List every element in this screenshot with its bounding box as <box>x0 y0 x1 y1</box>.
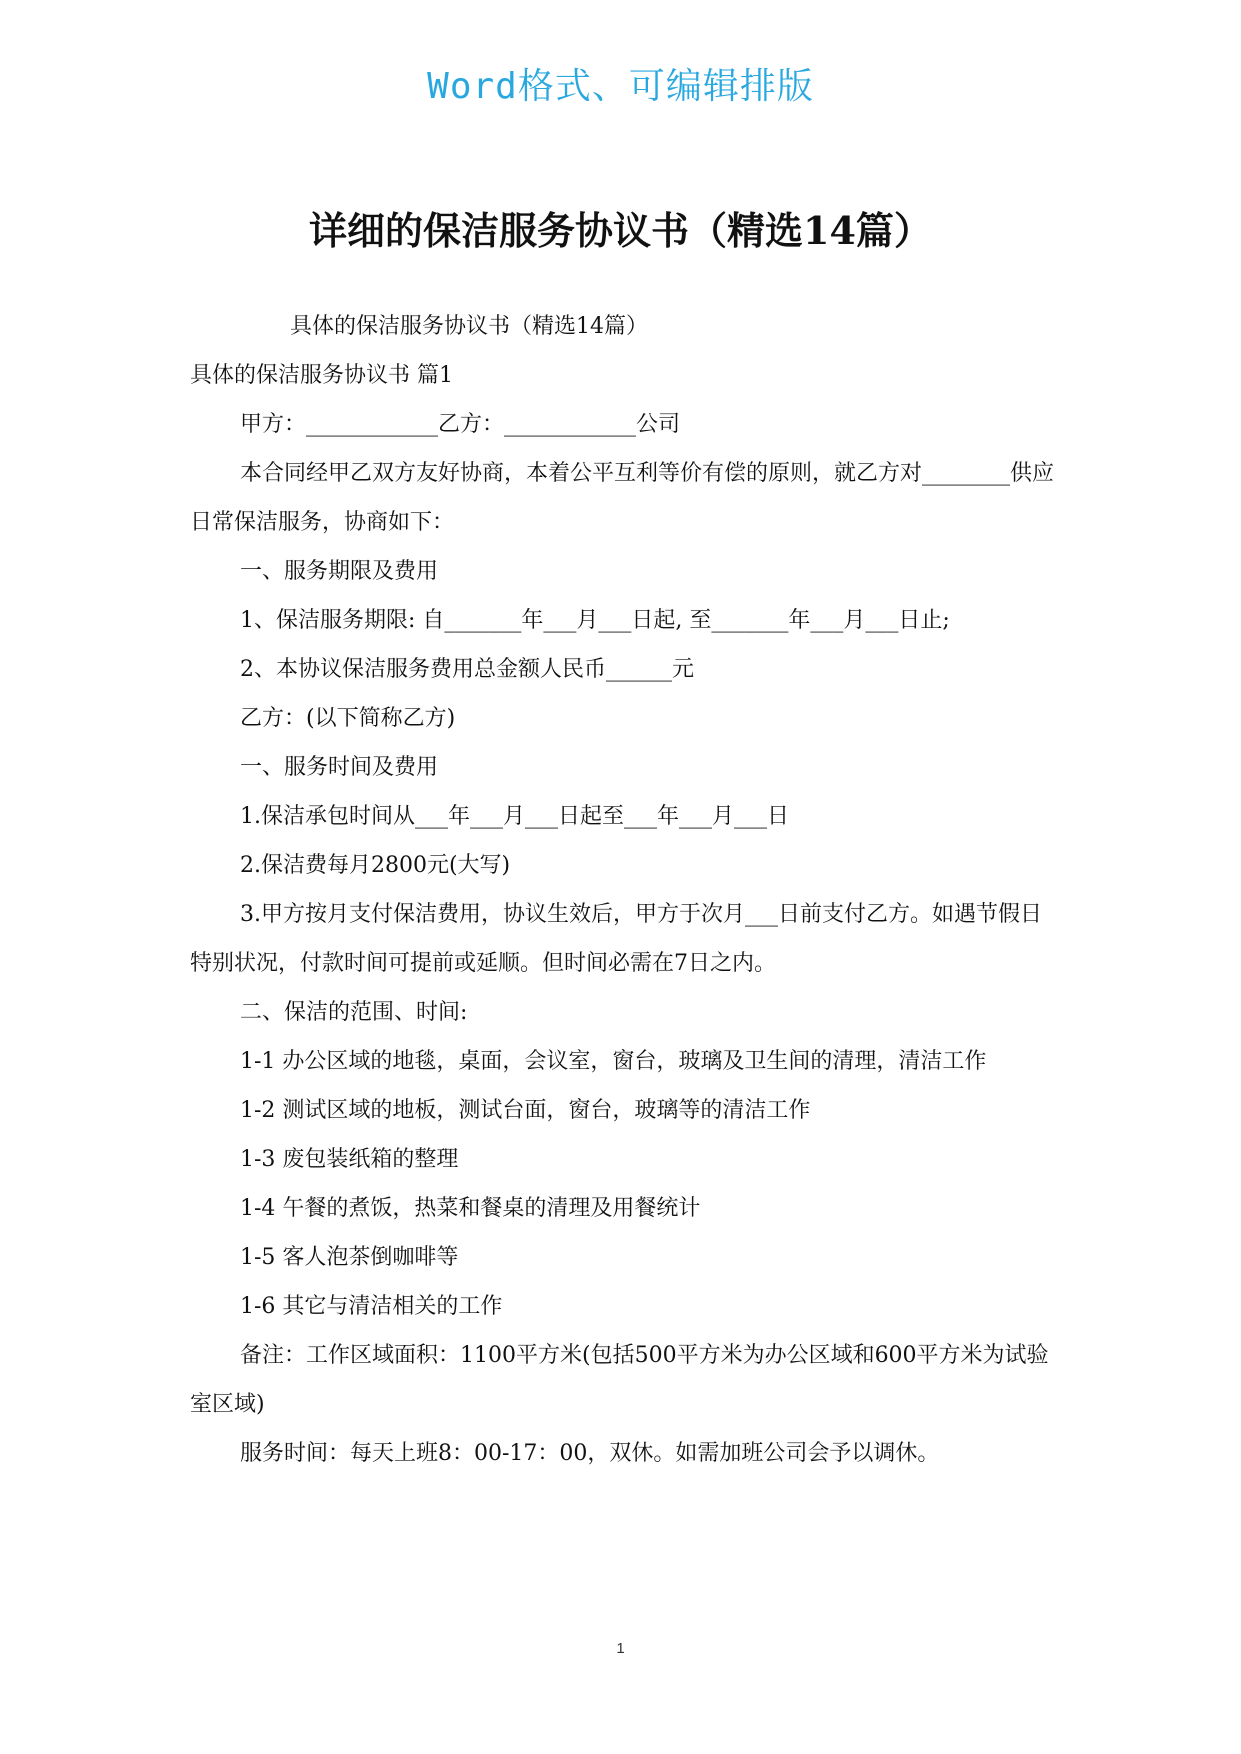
paragraph: 二、保洁的范围、时间: <box>240 1000 468 1025</box>
paragraph: 1、保洁服务期限: 自_______年___月___日起, 至_______年___月___日止; <box>240 608 950 633</box>
paragraph: 1-2 测试区域的地板，测试台面，窗台，玻璃等的清洁工作 <box>240 1098 811 1123</box>
paragraph: 1.保洁承包时间从___年___月___日起至___年___月___日 <box>240 804 789 829</box>
paragraph-subtitle: 具体的保洁服务协议书（精选14篇） <box>290 314 648 339</box>
paragraph: 乙方：(以下简称乙方) <box>240 706 456 731</box>
paragraph: 本合同经甲乙双方友好协商，本着公平互利等价有偿的原则，就乙方对________供应日常保洁服务，协商如下： <box>190 461 1055 535</box>
document-title: 详细的保洁服务协议书（精选14篇） <box>309 208 932 253</box>
paragraph: 1-4 午餐的煮饭，热菜和餐桌的清理及用餐统计 <box>240 1196 701 1221</box>
paragraph: 1-1 办公区域的地毯，桌面，会议室，窗台，玻璃及卫生间的清理，清洁工作 <box>240 1049 987 1074</box>
paragraph: 一、服务时间及费用 <box>240 755 439 780</box>
document-banner: Word格式、可编辑排版 <box>427 66 814 107</box>
paragraph: 2、本协议保洁服务费用总金额人民币______元 <box>240 657 694 682</box>
paragraph: 3.甲方按月支付保洁费用，协议生效后，甲方于次月___日前支付乙方。如遇节假日特别状况，付款时间可提前或延顺。但时间必需在7日之内。 <box>190 902 1042 976</box>
page-number: 1 <box>616 1640 625 1657</box>
section-heading: 具体的保洁服务协议书 篇1 <box>190 363 453 388</box>
paragraph: 1-5 客人泡茶倒咖啡等 <box>240 1245 459 1270</box>
document-body <box>190 302 1056 1478</box>
paragraph: 甲方：____________乙方：____________公司 <box>240 412 681 437</box>
paragraph: 1-6 其它与清洁相关的工作 <box>240 1294 503 1319</box>
paragraph: 备注：工作区域面积：1100平方米(包括500平方米为办公区域和600平方米为试验室区域) <box>190 1343 1049 1417</box>
paragraph: 服务时间：每天上班8：00-17：00，双休。如需加班公司会予以调休。 <box>240 1441 940 1466</box>
paragraph: 一、服务期限及费用 <box>240 559 439 584</box>
paragraph: 1-3 废包装纸箱的整理 <box>240 1147 459 1172</box>
paragraph: 2.保洁费每月2800元(大写) <box>240 853 511 878</box>
